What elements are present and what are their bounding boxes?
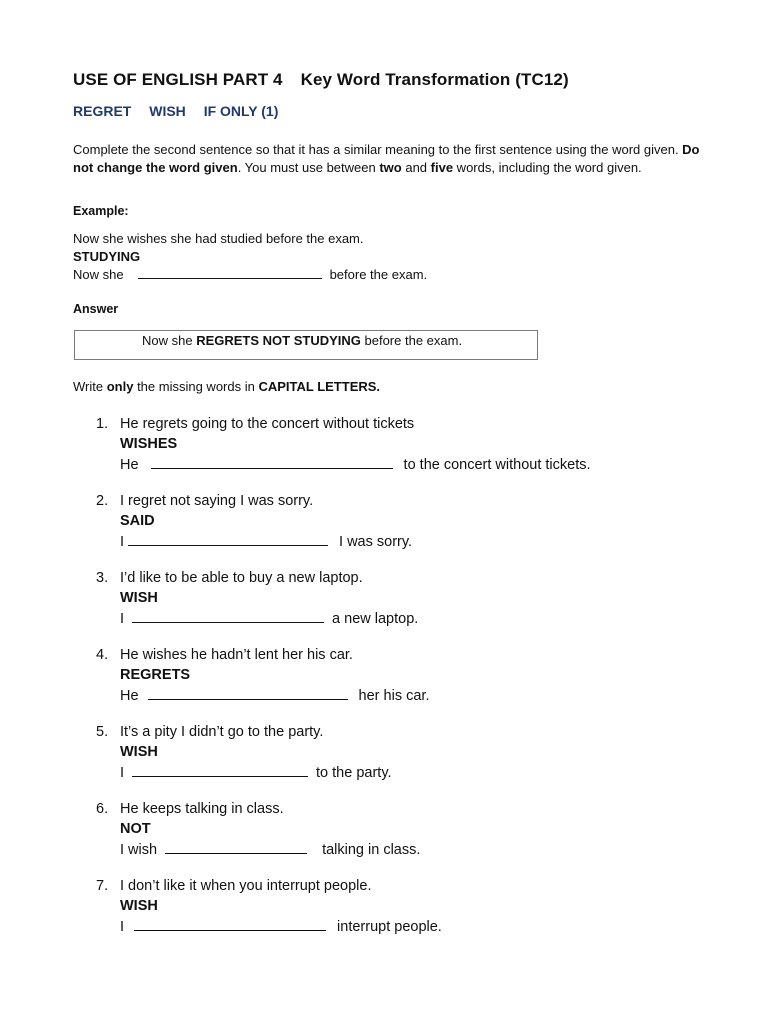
question-3-keyword: WISH (120, 589, 158, 606)
question-6-keyword: NOT (120, 820, 151, 837)
question-1: 1. He regrets going to the concert without tickets WISHES He to the concert without tickets. (96, 416, 591, 473)
answer-blank-7[interactable] (134, 916, 326, 931)
example-sentence: Now she wishes she had studied before the exam. (73, 231, 364, 246)
example-label: Example: (73, 204, 129, 218)
question-5-keyword: WISH (120, 743, 158, 760)
example-blank (138, 266, 322, 279)
question-7-keyword: WISH (120, 897, 158, 914)
answer-blank-2[interactable] (128, 531, 328, 546)
write-only-instruction: Write only the missing words in CAPITAL LETTERS. (73, 379, 381, 394)
subtitle-wish: WISH (149, 103, 186, 119)
instructions: Complete the second sentence so that it has a similar meaning to the first sentence using the word given. Do not change the word given. You must use between two and five words, including the word given. (73, 142, 700, 175)
subtitle-regret: REGRET (73, 103, 132, 119)
question-2-keyword: SAID (120, 512, 155, 529)
answer-blank-6[interactable] (165, 839, 307, 854)
question-1-keyword: WISHES (120, 435, 178, 452)
example-transformation: Now she before the exam. (73, 267, 428, 282)
question-3: 3. I’d like to be able to buy a new laptop. WISH I a new laptop. (96, 570, 419, 627)
subtitle-if-only: IF ONLY (1) (203, 103, 279, 119)
page-title (73, 70, 569, 90)
title-topic: Key Word Transformation (TC12) (300, 70, 569, 89)
question-6: 6. He keeps talking in class. NOT I wish talking in class. (96, 801, 421, 858)
answer-blank-3[interactable] (132, 608, 324, 623)
question-4-keyword: REGRETS (120, 666, 191, 683)
answer-box: Now she REGRETS NOT STUDYING before the exam. (74, 330, 538, 360)
answer-blank-4[interactable] (148, 685, 348, 700)
question-5: 5. It’s a pity I didn’t go to the party. WISH I to the party. (96, 724, 392, 781)
question-2: 2. I regret not saying I was sorry. SAID I I was sorry. (96, 493, 413, 550)
title-part: USE OF ENGLISH PART 4 (73, 70, 283, 89)
page-subtitle (73, 103, 292, 119)
example-block (73, 230, 427, 284)
answer-blank-5[interactable] (132, 762, 308, 777)
answer-blank-1[interactable] (151, 454, 393, 469)
question-4: 4. He wishes he hadn’t lent her his car. REGRETS He her his car. (96, 647, 430, 704)
answer-label: Answer (73, 302, 119, 316)
example-keyword: STUDYING (73, 249, 141, 264)
question-7: 7. I don’t like it when you interrupt people. WISH I interrupt people. (96, 878, 442, 935)
